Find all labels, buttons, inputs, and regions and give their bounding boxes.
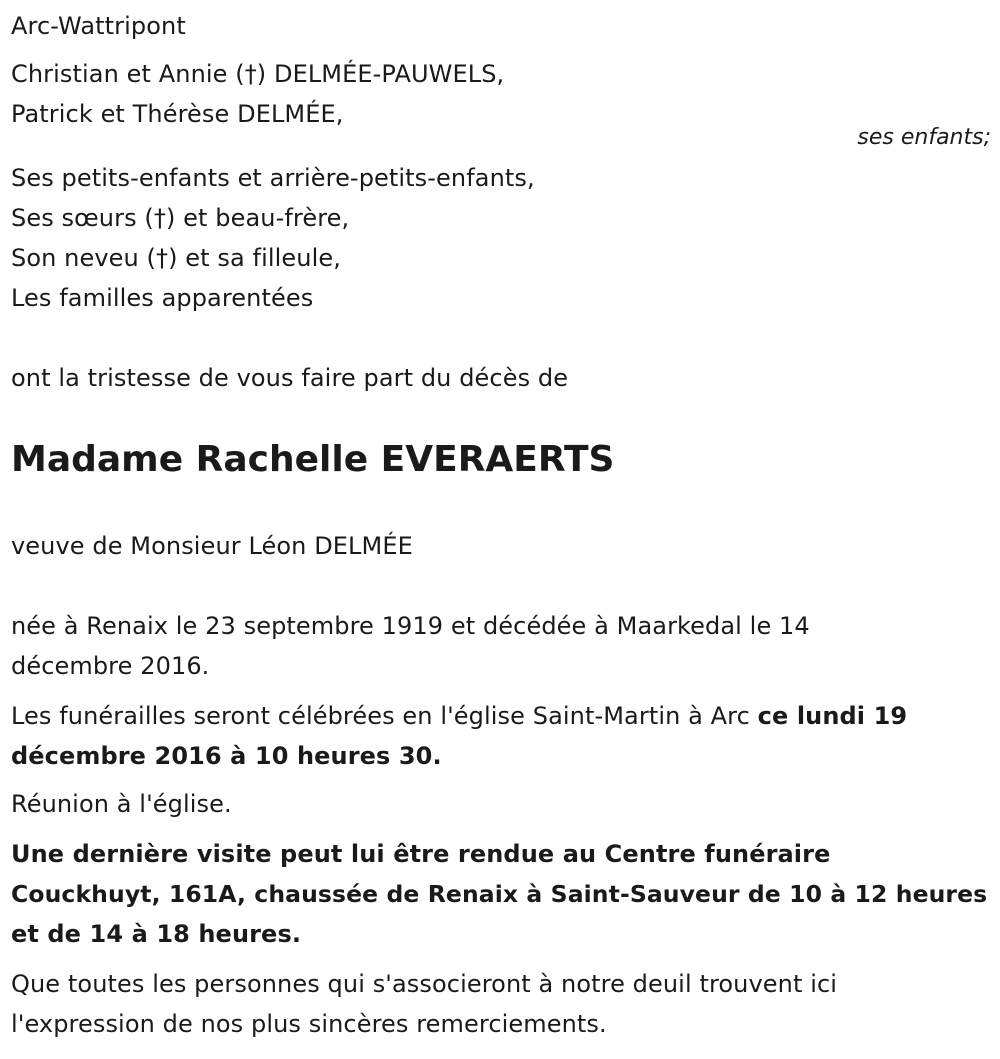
thanks-line-2: l'expression de nos plus sincères remerciements.	[11, 1010, 607, 1038]
family-line-3: Son neveu (†) et sa filleule,	[11, 244, 341, 272]
children-line-1: Christian et Annie (†) DELMÉE-PAUWELS,	[11, 60, 505, 88]
funeral-date-start: ce lundi 19	[757, 702, 908, 730]
visit-line-3: et de 14 à 18 heures.	[11, 920, 302, 948]
obituary-notice	[11, 0, 991, 1059]
funeral-text: Les funérailles seront célébrées en l'église Saint-Martin à Arc	[11, 702, 758, 730]
announcement: ont la tristesse de vous faire part du décès de	[11, 364, 569, 392]
funeral-line-1	[11, 696, 907, 736]
children-line-2: Patrick et Thérèse DELMÉE,	[11, 100, 344, 128]
family-line-2: Ses sœurs (†) et beau-frère,	[11, 204, 350, 232]
visit-line-1: Une dernière visite peut lui être rendue au Centre funéraire	[11, 840, 831, 868]
family-line-4: Les familles apparentées	[11, 284, 314, 312]
children-role: ses enfants;	[857, 125, 991, 150]
thanks-line-1: Que toutes les personnes qui s'associeront à notre deuil trouvent ici	[11, 970, 838, 998]
birth-death-line-1: née à Renaix le 23 septembre 1919 et décédée à Maarkedal le 14	[11, 612, 810, 640]
funeral-line-2: décembre 2016 à 10 heures 30.	[11, 742, 442, 770]
birth-death-line-2: décembre 2016.	[11, 652, 210, 680]
location: Arc-Wattripont	[11, 12, 186, 40]
reunion: Réunion à l'église.	[11, 790, 232, 818]
widow-of: veuve de Monsieur Léon DELMÉE	[11, 532, 413, 560]
family-line-1: Ses petits-enfants et arrière-petits-enfants,	[11, 164, 535, 192]
visit-line-2: Couckhuyt, 161A, chaussée de Renaix à Saint-Sauveur de 10 à 12 heures	[11, 880, 988, 908]
deceased-name: Madame Rachelle EVERAERTS	[11, 439, 615, 480]
